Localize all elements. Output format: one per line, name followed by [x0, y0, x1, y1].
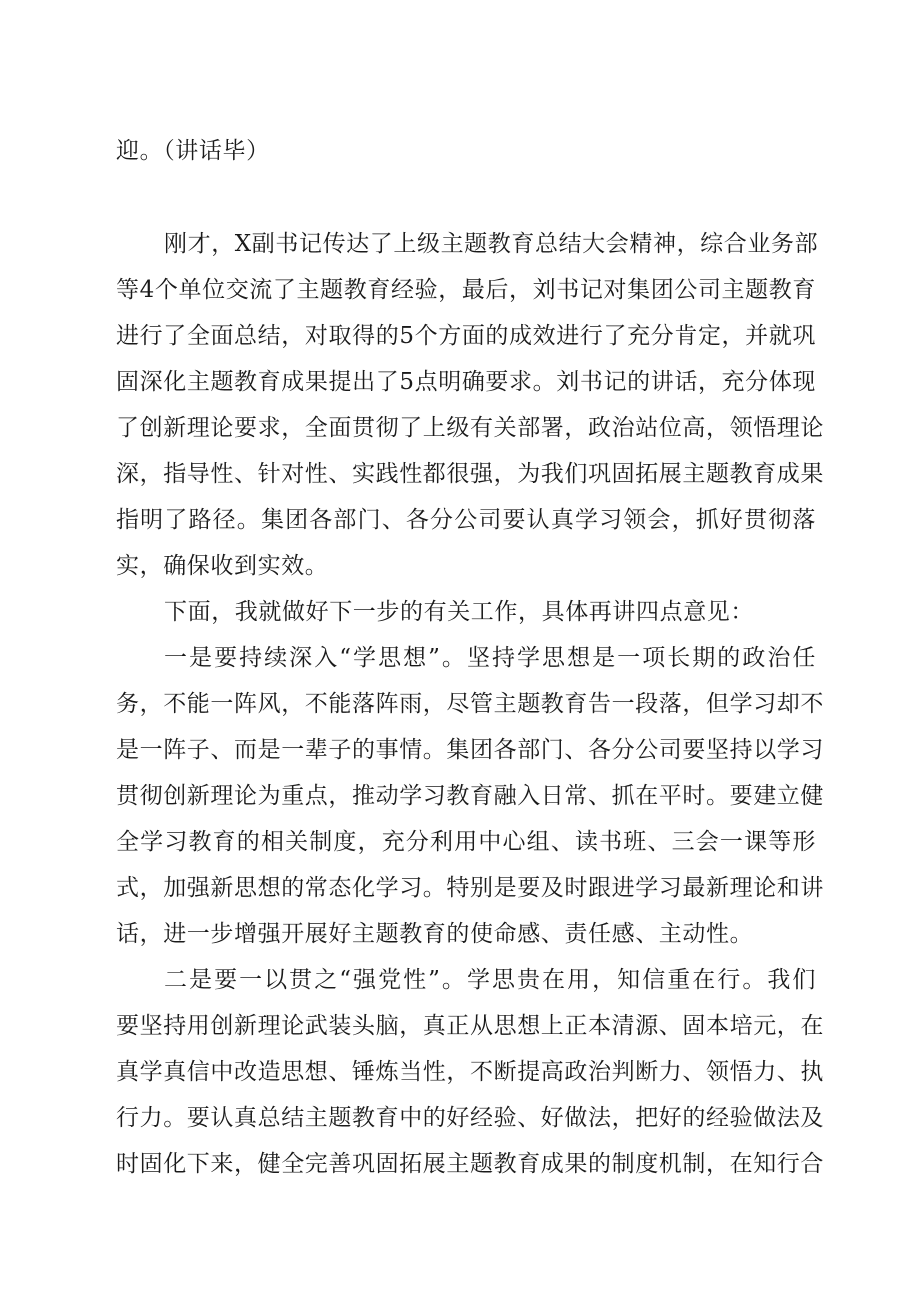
text-line: 迎。（讲话毕） — [116, 138, 270, 164]
text-line: 一是要持续深入“学思想”。坚持学思想是一项长期的政治任 — [164, 645, 816, 671]
text-line: 实，确保收到实效。 — [116, 553, 329, 579]
text-line: 二是要一以贯之“强党性”。学思贵在用，知信重在行。我们 — [164, 967, 816, 993]
text-line: 式，加强新思想的常态化学习。特别是要及时跟进学习最新理论和讲 — [116, 875, 824, 901]
text-line: 真学真信中改造思想、锤炼当性，不断提高政治判断力、领悟力、执 — [116, 1059, 824, 1085]
text-line: 刚才，X副书记传达了上级主题教育总结大会精神，综合业务部 — [164, 231, 819, 257]
text-line: 等4个单位交流了主题教育经验，最后，刘书记对集团公司主题教育 — [116, 277, 816, 303]
text-line: 务，不能一阵风，不能落阵雨，尽管主题教育告一段落，但学习却不 — [116, 691, 824, 717]
text-line: 是一阵子、而是一辈子的事情。集团各部门、各分公司要坚持以学习 — [116, 737, 824, 763]
text-line: 进行了全面总结，对取得的5个方面的成效进行了充分肯定，并就巩 — [116, 323, 816, 349]
text-line: 时固化下来，健全完善巩固拓展主题教育成果的制度机制，在知行合 — [116, 1151, 824, 1177]
text-line: 指明了路径。集团各部门、各分公司要认真学习领会，抓好贯彻落 — [116, 507, 816, 533]
text-line: 话，进一步增强开展好主题教育的使命感、责任感、主动性。 — [116, 921, 754, 947]
text-line: 要坚持用创新理论武装头脑，真正从思想上正本清源、固本培元，在 — [116, 1013, 824, 1039]
text-line: 全学习教育的相关制度，充分利用中心组、读书班、三会一课等形 — [116, 829, 816, 855]
text-line: 下面，我就做好下一步的有关工作，具体再讲四点意见： — [164, 599, 754, 625]
text-line: 贯彻创新理论为重点，推动学习教育融入日常、抓在平时。要建立健 — [116, 783, 824, 809]
text-line: 固深化主题教育成果提出了5点明确要求。刘书记的讲话，充分体现 — [116, 369, 816, 395]
text-line: 行力。要认真总结主题教育中的好经验、好做法，把好的经验做法及 — [116, 1105, 824, 1131]
text-line: 深，指导性、针对性、实践性都很强，为我们巩固拓展主题教育成果 — [116, 461, 824, 487]
text-line: 了创新理论要求，全面贯彻了上级有关部署，政治站位高，领悟理论 — [116, 415, 824, 441]
